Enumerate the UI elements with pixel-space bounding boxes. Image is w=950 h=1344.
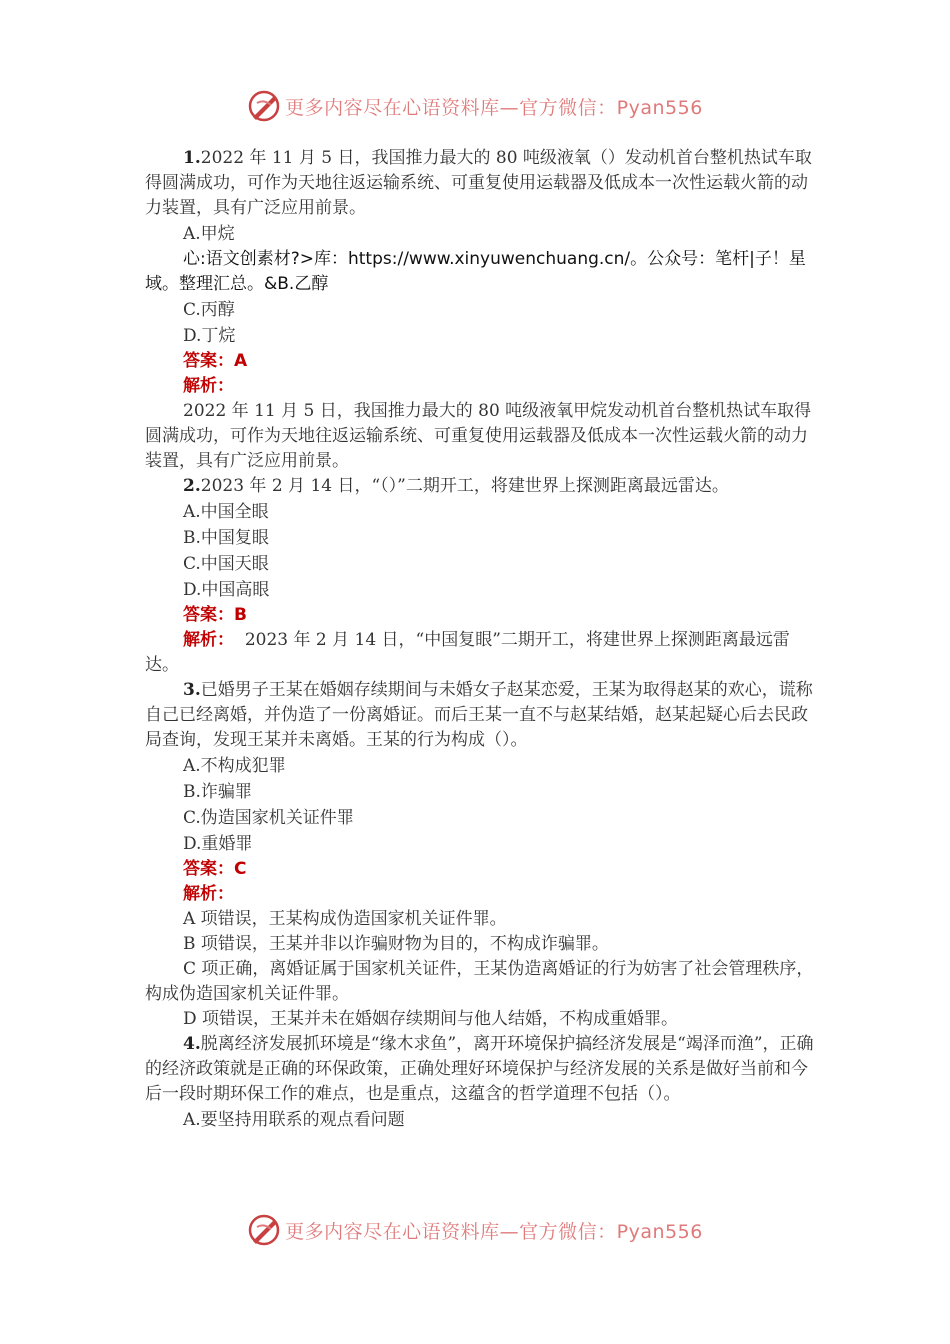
question-4: 4.脱离经济发展抓环境是“缘木求鱼”，离开环境保护搞经济发展是“竭泽而渔”，正确的经济政策就是正确的环保政策，正确处理好环境保护与经济发展的关系是做好当前和今后一段时期环保工作的难点，也是重点，这蕴含的哲学道理不包括（）。 (145, 1034, 814, 1104)
q1-answer: 答案：A (183, 351, 248, 371)
q1-option-d: D.丁烷 (183, 326, 236, 346)
q3-explanation-d: D 项错误，王某并未在婚姻存续期间与他人结婚，不构成重婚罪。 (183, 1009, 679, 1029)
q3-explanation-a: A 项错误，王某构成伪造国家机关证件罪。 (183, 909, 507, 929)
q1-explanation: 2022 年 11 月 5 日，我国推力最大的 80 吨级液氧甲烷发动机首台整机热试车取得圆满成功，可作为天地往返运输系统、可重复使用运载器及低成本一次性运载火箭的动力装置，具有广泛应用前景。 (145, 401, 812, 471)
q2-answer: 答案：B (183, 605, 247, 625)
q3-option-d: D.重婚罪 (183, 834, 253, 854)
pen-logo-icon (247, 1213, 281, 1247)
question-2: 2.2023 年 2 月 14 日，“（）”二期开工，将建世界上探测距离最远雷达。 (183, 476, 729, 496)
q3-explanation-b: B 项错误，王某并非以诈骗财物为目的，不构成诈骗罪。 (183, 934, 609, 954)
q1-watermark-line: 心:语文创素材?>库：https://www.xinyuwenchuang.cn/。公众号：笔杆|子！星域。整理汇总。&B.乙醇 (145, 249, 806, 294)
document-body (145, 146, 817, 1133)
q2-option-a: A.中国全眼 (183, 502, 269, 522)
q2-option-c: C.中国天眼 (183, 554, 269, 574)
question-3: 3.已婚男子王某在婚姻存续期间与未婚女子赵某恋爱，王某为取得赵某的欢心，谎称自己已经离婚，并伪造了一份离婚证。而后王某一直不与赵某结婚，赵某起疑心后去民政局查询，发现王某并未离婚。王某的行为构成（）。 (145, 680, 813, 750)
q3-option-a: A.不构成犯罪 (183, 756, 286, 776)
header-banner (0, 84, 950, 128)
q2-explanation: 解析： 2023 年 2 月 14 日，“中国复眼”二期开工，将建世界上探测距离最远雷达。 (145, 630, 790, 675)
q1-option-c: C.丙醇 (183, 300, 235, 320)
q3-option-c: C.伪造国家机关证件罪 (183, 808, 354, 828)
banner-text: 更多内容尽在心语资料库—官方微信：Pyan556 (285, 1220, 703, 1243)
q3-answer: 答案：C (183, 859, 247, 879)
question-1: 1.2022 年 11 月 5 日，我国推力最大的 80 吨级液氧（）发动机首台整机热试车取得圆满成功，可作为天地往返运输系统、可重复使用运载器及低成本一次性运载火箭的动力装置，具有广泛应用前景。 (145, 148, 812, 218)
q4-option-a: A.要坚持用联系的观点看问题 (183, 1110, 405, 1130)
q2-option-d: D.中国高眼 (183, 580, 270, 600)
q1-option-a: A.甲烷 (183, 224, 235, 244)
q3-explanation-c: C 项正确，离婚证属于国家机关证件，王某伪造离婚证的行为妨害了社会管理秩序，构成伪造国家机关证件罪。 (145, 959, 814, 1004)
q3-explanation-label: 解析： (183, 884, 234, 904)
banner-text: 更多内容尽在心语资料库—官方微信：Pyan556 (285, 96, 703, 119)
pen-logo-icon (247, 89, 281, 123)
q2-option-b: B.中国复眼 (183, 528, 269, 548)
footer-banner (0, 1208, 950, 1252)
q1-explanation-label: 解析： (183, 376, 234, 396)
q3-option-b: B.诈骗罪 (183, 782, 252, 802)
